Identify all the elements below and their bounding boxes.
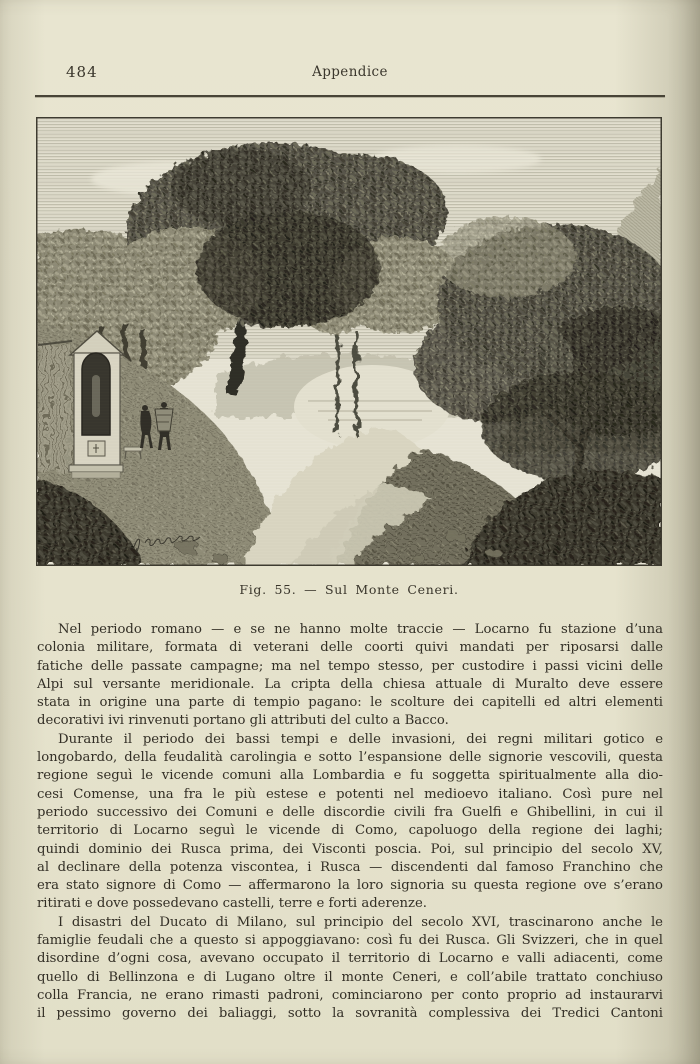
text-line: regione seguì le vicende comuni alla Lombardia e fu soggetta spiritualmente alla dio- (37, 768, 663, 784)
text-line: al declinare della potenza viscontea, i Rusca — discendenti dal famoso Franchino che (37, 859, 663, 875)
text-line: cesi Comense, una fra le più estese e potenti nel medioevo italiano. Così pure nel (37, 786, 663, 802)
text-line: periodo successivo dei Comuni e delle discordie civili fra Guelfi e Ghibellini, in cui il (37, 804, 663, 820)
text-line: colonia militare, formata di veterani delle coorti quivi mandati per riposarsi dalle (37, 640, 663, 656)
text-line: il pessimo governo dei baliaggi, sotto la sovranità complessiva dei Tredici Cantoni (37, 1006, 663, 1022)
text-line: I disastri del Ducato di Milano, sul principio del secolo XVI, trascinarono anche le (58, 914, 663, 930)
text-line: Alpi sul versante meridionale. La cripta della chiesa attuale di Muralto deve essere (37, 676, 663, 692)
figure-monte-ceneri (36, 117, 662, 597)
running-title: Appendice (312, 64, 388, 80)
figure-caption: Fig. 55. — Sul Monte Ceneri. (239, 582, 459, 597)
engraving-image (36, 117, 662, 566)
text-line: longobardo, della feudalità carolingia e sotto l’espansione delle signorie vescovili, questa (37, 750, 663, 766)
paragraph-3 (37, 914, 663, 1024)
text-line: Nel periodo romano — e se ne hanno molte traccie — Locarno fu stazione d’una (58, 622, 663, 637)
text-line: territorio di Locarno seguì le vicende di Como, capoluogo della regione dei laghi; (37, 823, 663, 839)
header-rule (35, 95, 665, 97)
text-line: disordine d’ogni cosa, avevano occupato il territorio di Locarno e valli adiacenti, come (37, 951, 663, 967)
text-line: quello di Bellinzona e di Lugano oltre il monte Ceneri, e coll’abile trattato conchiuso (37, 969, 663, 985)
page-number: 484 (66, 63, 98, 81)
text-line: quindi dominio dei Rusca prima, dei Visconti poscia. Poi, sul principio del secolo XV, (37, 841, 663, 857)
text-line: famiglie feudali che a questo si appoggiavano: così fu dei Rusca. Gli Svizzeri, che in quel (37, 933, 663, 949)
text-line: Durante il periodo dei bassi tempi e delle invasioni, dei regni militari gotico e (58, 731, 663, 747)
engraving-svg (36, 117, 662, 566)
paragraph-2 (37, 731, 663, 914)
page-header (36, 61, 664, 83)
text-line: decorativi ivi rinvenuti portano gli attributi del culto a Bacco. (37, 713, 449, 729)
text-line: stata in origine una parte di tempio pagano: le scolture dei capitelli ed altri elementi (37, 695, 663, 711)
text-line: colla Francia, ne erano rimasti padroni, cominciarono per conto proprio ad instaurarvi (37, 987, 663, 1003)
text-line: ritirati e dove possedevano castelli, terre e forti aderenze. (37, 896, 427, 912)
text-line: fatiche delle passate campagne; ma nel tempo stesso, per custodire i passi vicini delle (37, 658, 663, 674)
paragraph-1 (37, 621, 663, 731)
text-line: era stato signore di Como — affermarono la loro signoria su questa regione ove s’erano (37, 878, 663, 894)
article-text (37, 621, 663, 1024)
